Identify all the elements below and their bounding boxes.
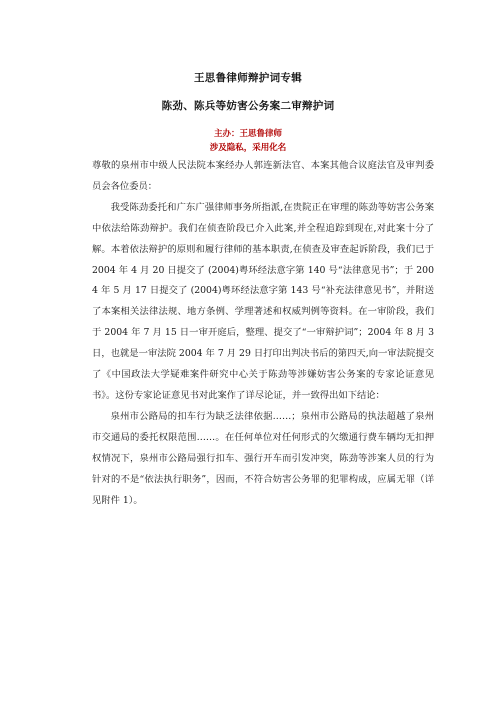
body-paragraph: 泉州市公路局的扣车行为缺乏法律依据……；泉州市公路局的执法超越了泉州市交通局的委托权限范围……。在任何单位对任何形式的欠缴通行费车辆均无扣押权情况下，泉州市公路局强行扣车、强行开车而引发冲突，陈劲等涉案人员的行为针对的不是“依法执行职务”，因而，不符合妨害公务罪的犯罪构成，应属无罪（详见附件 1）。	[92, 410, 434, 506]
privacy-note: 涉及隐私，采用化名	[209, 143, 287, 153]
document-subtitle: 陈劲、陈兵等妨害公务案二审辩护词	[161, 100, 335, 112]
body-paragraph: 我受陈劲委托和广东广强律师事务所指派,在贵院正在审理的陈劲等妨害公务案中依法给陈劲辩护。我们在侦查阶段已介入此案,并全程追踪到现在,对此案十分了解。本着依法辩护的原则和履行律师的基本职责,在侦查及审查起诉阶段，我们已于 2004 年 4 月 20 日提交了 (2004)粤环经法意字第 140 号“法律意见书”；于 2004 年 5 月 17 日提交了 (2004)粤环经法意字第 143 号“补充法律意见书”，并附送了本案相关法律法规、地方条例、学理著述和权威判例等资料。在一审阶段，我们于 2004 年 7 月 15 日一审开庭后，整理、提交了“一审辩护词”；2004 年 8 月 3 日，也就是一审法院 2004 年 7 月 29 日打印出判决书后的第四天,向一审法院提交了《中国政法大学疑难案件研究中心关于陈劲等涉嫌妨害公务案的专家论证意见书》。这份专家论证意见书对此案作了详尽论证，并一致得出如下结论：	[92, 201, 434, 401]
document-title: 王思鲁律师辩护词专辑	[194, 72, 302, 84]
salutation-paragraph: 尊敬的泉州市中级人民法院本案经办人郭连新法官、本案其他合议庭法官及审判委员会各位委员：	[92, 160, 434, 192]
host-line: 主办：王思鲁律师	[213, 129, 282, 139]
document-body	[92, 156, 434, 511]
